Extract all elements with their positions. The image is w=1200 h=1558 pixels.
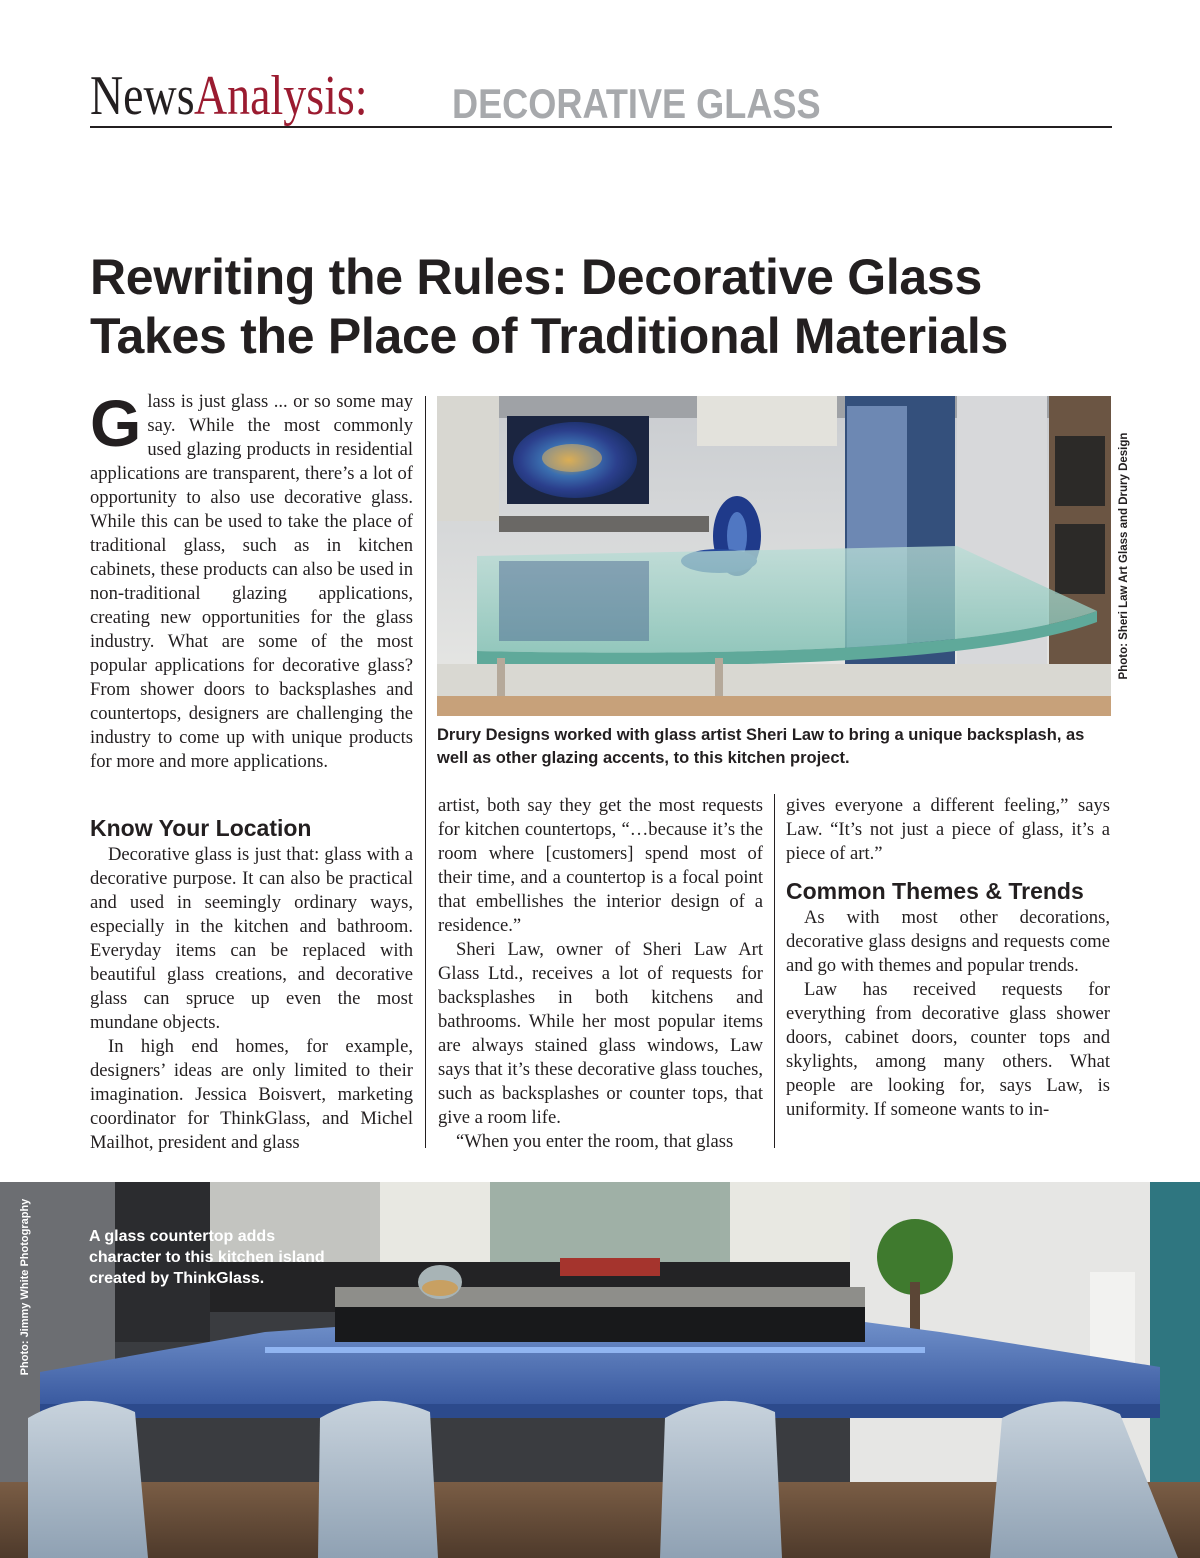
kitchen-backsplash-photo [437, 396, 1111, 716]
paragraph: artist, both say they get the most requests for kitchen countertops, “…because it’s the room where [customers] spend most of their time, and a countertop is a focal point that embellishes the interior design of a residence.” [438, 795, 763, 936]
column-3 [786, 794, 1110, 1122]
column-divider [774, 794, 775, 1148]
section-header [90, 66, 1112, 128]
header-section-label: DECORATIVE GLASS [452, 80, 821, 127]
paragraph: As with most other decorations, decorative glass designs and requests come and go with themes and popular trends. [786, 907, 1110, 976]
paragraph: Sheri Law, owner of Sheri Law Art Glass Ltd., receives a lot of requests for backsplashes in both kitchens and bathrooms. While her most popular items are always stained glass windows, Law says that it’s these decorative glass touches, such as backsplashes or counter tops, that give a room life. [438, 939, 763, 1128]
subhead-know-your-location: Know Your Location [90, 815, 312, 841]
drop-cap: G [90, 386, 142, 460]
photo-caption-top: Drury Designs worked with glass artist Sheri Law to bring a unique backsplash, as well as other glazing accents, to this kitchen project. [437, 726, 1085, 767]
photo-credit-bottom: Photo: Jimmy White Photography [19, 1198, 31, 1376]
paragraph: “When you enter the room, that glass [456, 1131, 734, 1152]
article-headline: Rewriting the Rules: Decorative Glass Takes the Place of Traditional Materials [90, 249, 1008, 364]
column-divider [425, 396, 426, 1148]
paragraph: Decorative glass is just that: glass with a decorative purpose. It can also be practical and used in seemingly ordinary ways, especially in the kitchen and bathroom. Everyday items can be replaced with beautiful glass creations, and decorative glass can spruce up even the most mundane objects. [90, 844, 413, 1033]
header-analysis: Analysis: [193, 65, 368, 127]
subhead-common-themes: Common Themes & Trends [786, 878, 1084, 904]
intro-column [90, 386, 413, 774]
column-2 [438, 794, 763, 1154]
header-news: News [90, 65, 195, 127]
paragraph: In high end homes, for example, designers’ ideas are only limited to their imagination. Jessica Boisvert, marketing coordinator for ThinkGlass, and Michel Mailhot, president and glass [90, 1036, 413, 1153]
column-1 [90, 815, 413, 1155]
photo-credit-top: Photo: Sheri Law Art Glass and Drury Design [1118, 432, 1130, 680]
intro-paragraph: lass is just glass ... or so some may say. While the most commonly used glazing products in residential applications are transparent, there’s a lot of opportunity to also use decorative glass. While this can be used to take the place of traditional glass, such as in kitchen cabinets, these products can also be used in non-traditional glazing applications, creating new opportunities for the glass industry. What are some of the most popular applications for decorative glass? From shower doors to backsplashes and countertops, designers are challenging the industry to come up with unique products for more and more applications. [90, 391, 413, 772]
paragraph: gives everyone a different feeling,” says Law. “It’s not just a piece of glass, it’s a piece of art.” [786, 795, 1110, 864]
photo-caption-bottom: A glass countertop adds character to this kitchen island created by ThinkGlass. [89, 1228, 325, 1287]
paragraph: Law has received requests for everything from decorative glass shower doors, cabinet doors, counter tops and skylights, among many others. What people are looking for, says Law, is uniformity. If someone wants to in- [786, 979, 1110, 1120]
